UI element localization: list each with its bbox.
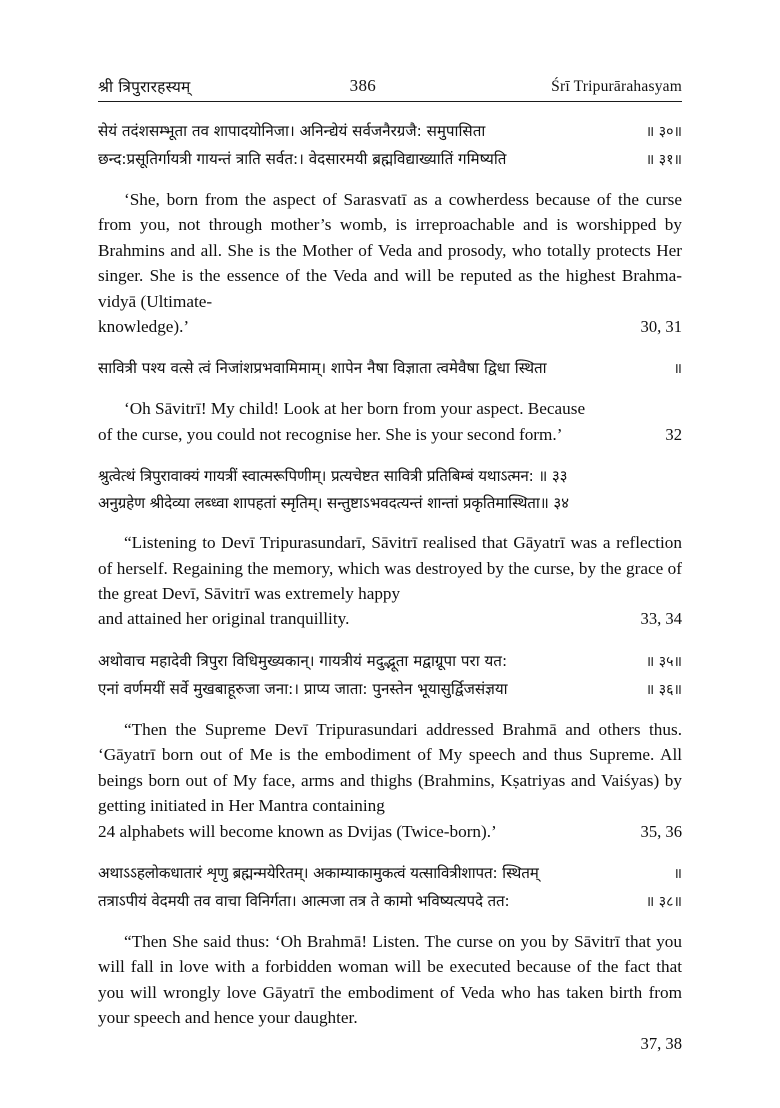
- paragraph-last-line: [98, 819, 682, 844]
- verse-block-30-31: [98, 118, 682, 174]
- translation-35-36: [98, 717, 682, 844]
- verse-block-35-36: [98, 648, 682, 704]
- translation-33-34: [98, 530, 682, 632]
- verse-line: [98, 888, 682, 916]
- paragraph-text: “Listening to Devī Tripurasundarī, Sāvitrī realised that Gāyatrī was a reflection of herself. Regaining the memory, which was destroyed by the curse, by the grace of the great Devī, Sāvitrī was extremely happy: [98, 533, 682, 604]
- verse-text: तत्राऽपीयं वेदमयी तव वाचा विनिर्गता। आत्मजा तत्र ते कामो भविष्यत्यपदे तत:: [98, 891, 510, 910]
- page-content: [98, 70, 682, 1056]
- verse-number: ॥: [673, 361, 682, 378]
- paragraph-text: “Then She said thus: ‘Oh Brahmā! Listen. The curse on you by Sāvitrī that you will fall in love with a forbidden woman will be executed because of the fact that you will wrongly love Gāyatrī the embodiment of Veda who has taken birth from your speech and hence your daughter.: [98, 931, 682, 1028]
- verse-reference-number: 30, 31: [640, 317, 682, 337]
- scan-edge-shadow: [770, 0, 780, 1108]
- verse-reference-number: 35, 36: [640, 821, 682, 841]
- verse-number: ॥ ३१॥: [645, 152, 682, 168]
- verse-text: अथाऽऽहलोकधातारं शृणु ब्रह्मन्मयेरितम्। अकाम्याकामुकत्वं यत्सावित्रीशापत: स्थितम्: [98, 863, 539, 882]
- verse-number: ॥: [673, 865, 682, 882]
- paragraph-last-line: [98, 422, 682, 447]
- paragraph-text: “Then the Supreme Devī Tripurasundari addressed Brahmā and others thus. ‘Gāyatrī born out of Me is the embodiment of My speech and thus Supreme. All beings born out of My face, arms and thighs (Brahmins, Kṣatriyas and Vaiśyas) by getting initiated in Her Mantra containing: [98, 719, 682, 816]
- verse-number: ॥ ३८॥: [645, 893, 682, 910]
- running-header: [98, 70, 682, 97]
- verse-text: सावित्री पश्य वत्से त्वं निजांशप्रभवामिमाम्। शापेन नैषा विज्ञाता त्वमेवैषा द्विधा स्थिता: [98, 359, 547, 378]
- paragraph-last-line: [98, 606, 682, 631]
- verse-text: एनां वर्णमयीं सर्वे मुखबाहूरुजा जना:। प्राप्य जाता: पुनस्तेन भूयासुर्द्विजसंज्ञया: [98, 679, 508, 698]
- verse-text: सेयं तदंशसम्भूता तव शापादयोनिजा। अनिन्द्येयं सर्वजनैरग्रजै: समुपासिता: [98, 122, 486, 140]
- verse-block-32: [98, 355, 682, 383]
- verse-text: अनुग्रहेण श्रीदेव्या लब्ध्वा शापहतां स्मृतिम्। सन्तुष्टाऽभवदत्यन्तं शान्तां प्रकृतिमास्थिता॥ ३४: [98, 494, 569, 513]
- verse-text: अथोवाच महादेवी त्रिपुरा विधिमुख्यकान्। गायत्रीयं मदुद्भूता मद्वाग्रूपा परा यत:: [98, 651, 508, 670]
- verse-line: [98, 355, 682, 383]
- verse-number: ॥ ३५॥: [645, 653, 682, 670]
- paragraph-last-line-text: 24 alphabets will become known as Dvijas (Twice-born).’: [98, 821, 497, 841]
- verse-text: छन्द:प्रसूतिर्गायत्री गायन्तं त्राति सर्वत:। वेदसारमयी ब्रह्मविद्याख्यातिं गमिष्यति: [98, 150, 507, 168]
- verse-line: [98, 648, 682, 676]
- translation-37-38: [98, 929, 682, 1056]
- verse-line: [98, 676, 682, 704]
- page-number: 386: [349, 76, 377, 95]
- paragraph-last-line-text: of the curse, you could not recognise her. She is your second form.’: [98, 424, 563, 444]
- header-rule: [98, 101, 682, 102]
- verse-block-33-34: [98, 463, 682, 517]
- paragraph-last-line-text: and attained her original tranquillity.: [98, 609, 350, 629]
- verse-reference-number: 33, 34: [640, 609, 682, 629]
- verse-line: [98, 463, 682, 490]
- verse-number: ॥ ३०॥: [645, 124, 682, 140]
- verse-line: [98, 490, 682, 517]
- verse-line: [98, 860, 682, 888]
- verse-reference-number: 37, 38: [640, 1033, 682, 1053]
- verse-reference-number: 32: [665, 424, 682, 444]
- paragraph-text: ‘She, born from the aspect of Sarasvatī as a cowherdess because of the curse from you, not through mother’s womb, is irreproachable and is worshipped by Brahmins and all. She is the Mother of Veda and prosody, who totally protects Her singer. She is the essence of the Veda and will be reputed as the highest Brahma-vidyā (Ultimate-: [98, 190, 682, 311]
- translation-30-31: [98, 187, 682, 339]
- verse-number: ॥ ३६॥: [645, 681, 682, 698]
- paragraph-last-line-text: knowledge).’: [98, 317, 190, 337]
- header-title-devanagari: श्री त्रिपुरारहस्यम्: [98, 77, 191, 96]
- verse-block-37-38: [98, 860, 682, 916]
- verse-line: [98, 146, 682, 174]
- paragraph-text: ‘Oh Sāvitrī! My child! Look at her born from your aspect. Because: [124, 399, 586, 419]
- paragraph-last-line: [98, 314, 682, 339]
- header-title-transliterated: Śrī Tripurārahasyam: [551, 78, 682, 95]
- translation-32: [98, 396, 682, 447]
- verse-text: श्रुत्वेत्थं त्रिपुरावाक्यं गायत्रीं स्वात्मरूपिणीम्। प्रत्यचेष्टत सावित्री प्रतिबिम्बं यथाऽत्मन: ॥ ३३: [98, 467, 568, 486]
- verse-line: [98, 118, 682, 146]
